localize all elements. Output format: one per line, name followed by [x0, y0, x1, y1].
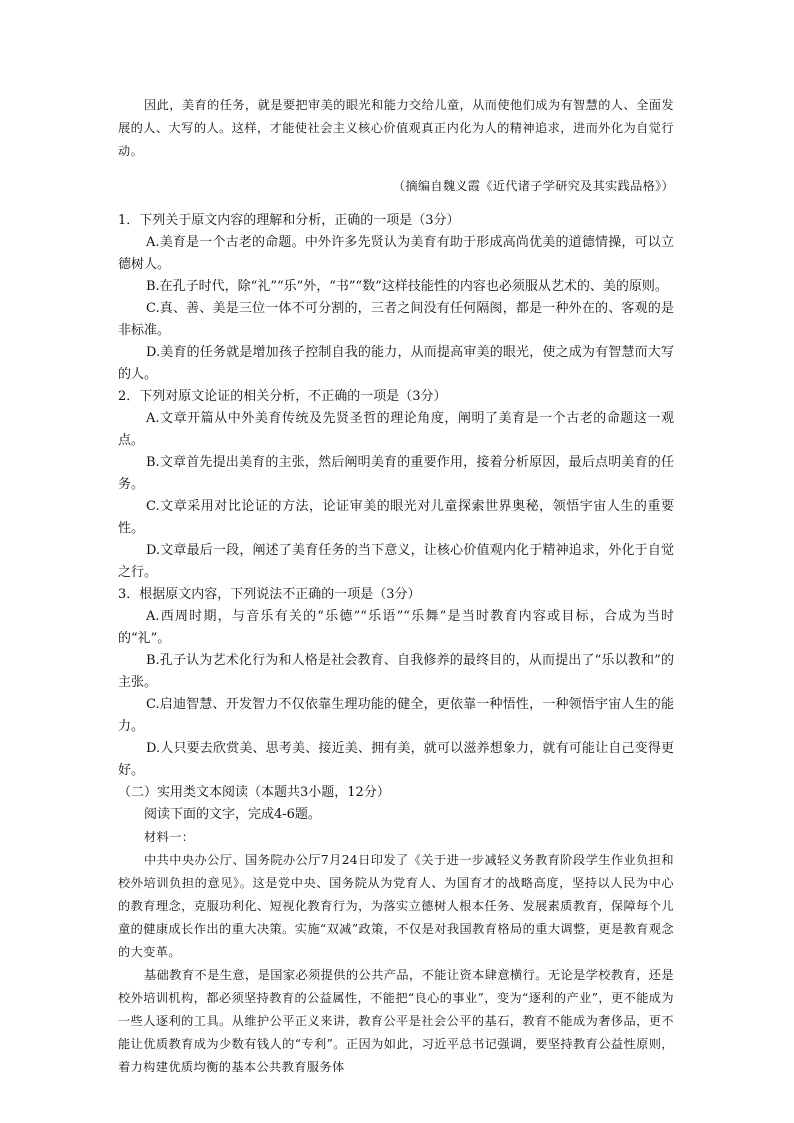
- option-d: D.人只要去欣赏美、思考美、接近美、拥有美，就可以滋养想象力，就有可能让自己变得更好。: [118, 741, 674, 779]
- material-paragraph: 基础教育不是生意，是国家必须提供的公共产品，不能让资本肆意横行。无论是学校教育，还是校外培训机构，都必须坚持教育的公益属性，不能把“良心的事业”，变为“逐利的产业”，更不能成为一些人逐利的工具。从维护公平正义来讲，教育公平是社会公平的基石，教育不能成为奢侈品，更不能让优质教育成为少数有钱人的“专利”。正因为如此，习近平总书记强调，要坚持教育公益性原则，着力构建优质均衡的基本公共教育服务体: [118, 968, 674, 1075]
- option-c: C.启迪智慧、开发智力不仅依靠生理功能的健全，更依靠一种悟性，一种领悟宇宙人生的能力。: [118, 697, 674, 735]
- option-b: B.孔子认为艺术化行为和人格是社会教育、自我修养的最终目的，从而提出了“乐以教和”的主张。: [118, 653, 674, 691]
- section-instruction: 阅读下面的文字，完成4-6题。: [144, 807, 321, 823]
- option-a: A.西周时期，与音乐有关的“乐德”“乐语”“乐舞”是当时教育内容或目标，合成为当时的“礼”。: [118, 609, 674, 647]
- question-1: [118, 210, 674, 386]
- exam-page: [118, 94, 674, 1079]
- option-c: C.文章采用对比论证的方法，论证审美的眼光对儿童探索世界奥秘，领悟宇宙人生的重要性。: [118, 499, 674, 537]
- intro-passage: 因此，美育的任务，就是要把审美的眼光和能力交给儿童，从而使他们成为有智慧的人、全面发展的人、大写的人。这样，才能使社会主义核心价值观真正内化为人的精神追求，进而外化为自觉行动。: [118, 98, 674, 158]
- question-stem: 1．下列关于原文内容的理解和分析，正确的一项是（3分）: [118, 213, 460, 229]
- option-b: B.在孔子时代，除“礼”“乐”外，“书”“数”这样技能性的内容也必须服从艺术的、美的原则。: [146, 279, 668, 295]
- option-c: C.真、善、美是三位一体不可分割的，三者之间没有任何隔阂，都是一种外在的、客观的是非标准。: [118, 301, 674, 339]
- question-3: [118, 584, 674, 782]
- question-2: [118, 386, 674, 584]
- option-a: A.文章开篇从中外美育传统及先贤圣哲的理论角度，阐明了美育是一个古老的命题这一观点。: [118, 411, 674, 449]
- option-a: A.美育是一个古老的命题。中外许多先贤认为美育有助于形成高尚优美的道德情操，可以立德树人。: [118, 235, 674, 273]
- option-d: D.文章最后一段，阐述了美育任务的当下意义，让核心价值观内化于精神追求，外化于自觉之行。: [118, 543, 674, 581]
- question-stem: 3．根据原文内容，下列说法不正确的一项是（3分）: [118, 587, 421, 603]
- option-d: D.美育的任务就是增加孩子控制自我的能力，从而提高审美的眼光，使之成为有智慧而大写的人。: [118, 345, 674, 383]
- question-stem: 2．下列对原文论证的相关分析，不正确的一项是（3分）: [118, 389, 447, 405]
- section-2: [118, 782, 674, 1079]
- section-heading: （二）实用类文本阅读（本题共3小题，12分）: [118, 785, 390, 801]
- material-label: 材料一：: [144, 830, 195, 845]
- material-paragraph: 中共中央办公厅、国务院办公厅7月24日印发了《关于进一步减轻义务教育阶段学生作业负担和校外培训负担的意见》。这是党中央、国务院从为党育人、为国育才的战略高度，坚持以人民为中心的教育理念，克服功利化、短视化教育行为，为落实立德树人根本任务、发展素质教育，保障每个儿童的健康成长作出的重大决策。实施“双减”政策，不仅是对我国教育格局的重大调整，更是教育观念的大变革。: [118, 853, 674, 960]
- source-citation: （摘编自魏义霞《近代诸子学研究及其实践品格》）: [392, 179, 674, 194]
- option-b: B.文章首先提出美育的主张，然后阐明美育的重要作用，接着分析原因，最后点明美育的任务。: [118, 455, 674, 493]
